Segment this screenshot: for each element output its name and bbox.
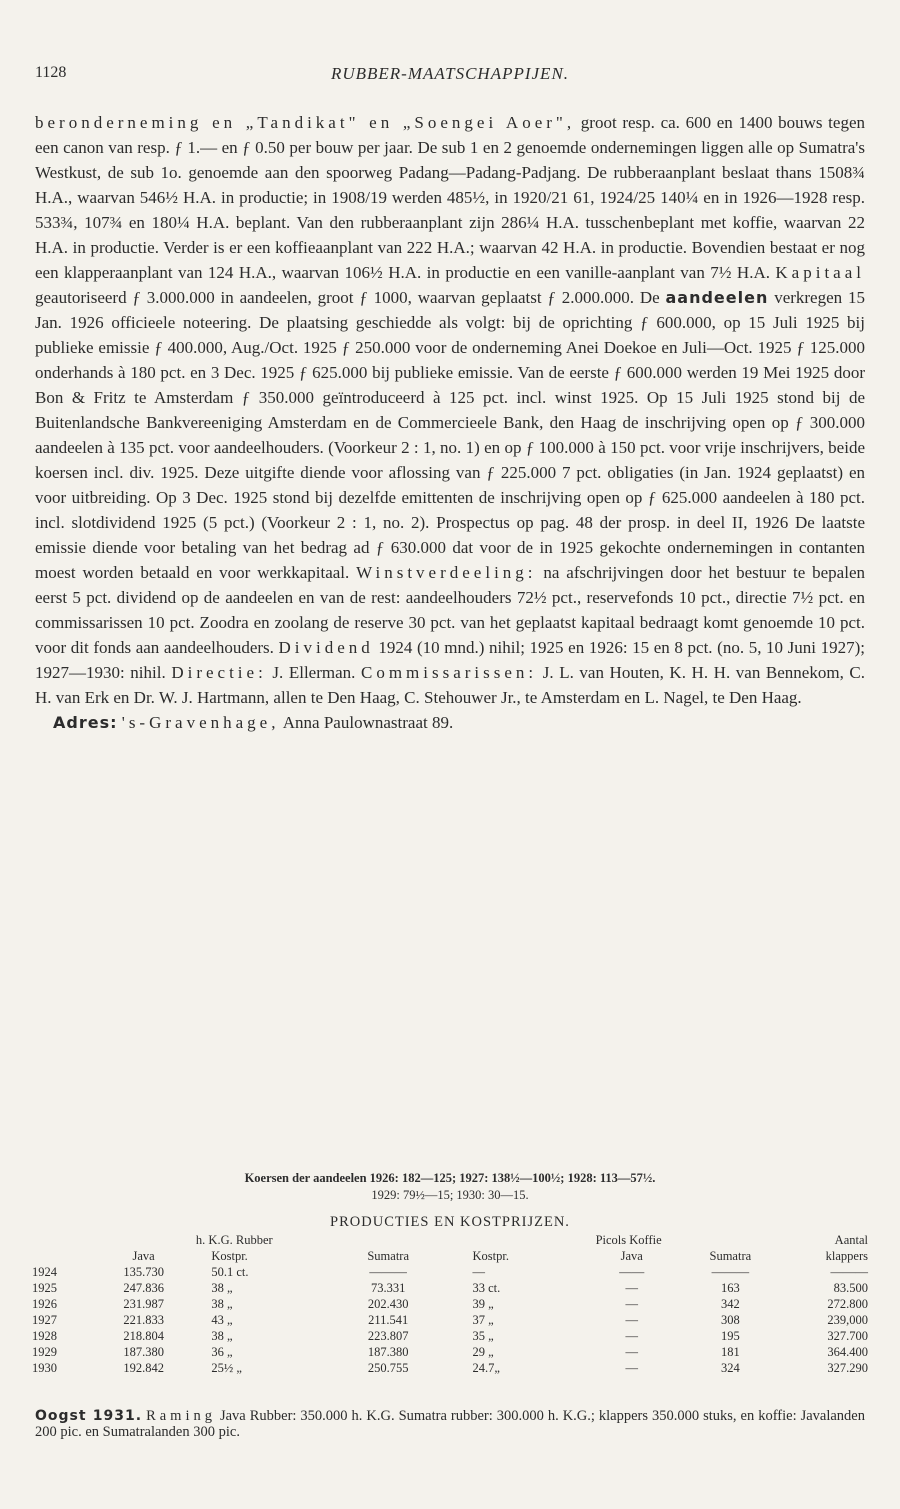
body-segment: na afschrijvingen door het bestuur te bepalen eerst 5 pct. dividend op de aandeelen en van de rest: aandeelhouders 72½ pct., reservefonds 10 pct., directie 7½ pct. en commissarissen 10 pct. Zoodra en zoolang de reserve 30 pct. van het geplaatst kapitaal bedraagt komt genoemde 10 pct. voor dit fonds aan aandeelhouders. xyxy=(35,563,865,657)
address-indent xyxy=(35,713,53,732)
column-header: Java xyxy=(132,1249,155,1263)
address-street: Anna Paulownastraat 89. xyxy=(279,713,454,732)
body-segment: 1924 (10 mnd.) nihil; 1925 en 1926: 15 en 8 pct. (no. 5, 10 Juni 1927); 1927—1930: nihil. xyxy=(35,638,865,682)
group-aantal: Aantal xyxy=(834,1233,868,1247)
column-header: Kostpr. xyxy=(211,1249,248,1263)
body-text xyxy=(35,110,865,735)
table-cell: 187.380 xyxy=(123,1345,164,1359)
table-cell: 39 „ xyxy=(472,1297,494,1311)
table-cell: 1924 xyxy=(32,1265,57,1279)
table-cell: 308 xyxy=(720,1313,740,1327)
table-cell: 181 xyxy=(720,1345,740,1359)
address-city: 's-Gravenhage, xyxy=(121,713,280,732)
page-number: 1128 xyxy=(35,64,67,81)
spaced-text: beronderneming en „Tandikat" en „Soengei Aoer", xyxy=(35,113,576,132)
production-table xyxy=(32,1232,868,1376)
heading-aandeelen: aandeelen xyxy=(665,288,769,307)
table-cell: 24.7„ xyxy=(472,1361,500,1375)
table-cell: 342 xyxy=(720,1297,740,1311)
harvest-text: Java Rubber: 350.000 h. K.G. Sumatra rubber: 300.000 h. K.G.; klappers 350.000 stuks, en koffie: Javalanden 200 pic. en Sumatralanden 300 pic. xyxy=(35,1408,865,1440)
table-cell: 43 „ xyxy=(211,1313,233,1327)
table-cell: 239,000 xyxy=(827,1313,868,1327)
heading-dividend: Dividend xyxy=(278,638,374,657)
table-cell: 221.833 xyxy=(123,1313,164,1327)
table-group-header xyxy=(32,1232,868,1248)
quotes-label: Koersen der aandeelen xyxy=(244,1171,367,1185)
table-cell: 192.842 xyxy=(123,1361,164,1375)
column-header xyxy=(32,1248,84,1264)
group-rubber: h. K.G. Rubber xyxy=(195,1233,273,1247)
table-cell: 247.836 xyxy=(123,1281,164,1295)
table-cell: — xyxy=(625,1313,638,1327)
table-cell: 25½ „ xyxy=(211,1361,242,1375)
quotes-line-1: 1926: 182—125; 1927: 138½—100½; 1928: 113—57½. xyxy=(366,1171,656,1185)
running-title: RUBBER-MAATSCHAPPIJEN. xyxy=(330,64,570,83)
table-cell: 37 „ xyxy=(472,1313,494,1327)
table-row xyxy=(32,1344,868,1360)
quotes-line-2: 1929: 79½—15; 1930: 30—15. xyxy=(371,1188,529,1202)
address-label: Adres: xyxy=(53,713,118,732)
table-row xyxy=(32,1328,868,1344)
table-cell: 250.755 xyxy=(367,1361,409,1375)
share-quotes xyxy=(35,1170,865,1204)
heading-winstverdeeling: Winstverdeeling: xyxy=(356,563,537,582)
table-cell: 195 xyxy=(720,1329,740,1343)
table-cell: 29 „ xyxy=(472,1345,494,1359)
page-header xyxy=(35,64,865,86)
table-cell: — xyxy=(472,1265,485,1279)
table-cell: 50.1 ct. xyxy=(211,1265,249,1279)
table-cell: 187.380 xyxy=(367,1345,409,1359)
table-cell: 231.987 xyxy=(123,1297,164,1311)
body-segment: geautoriseerd ƒ 3.000.000 in aandeelen, groot ƒ 1000, waarvan geplaatst ƒ 2.000.000. De xyxy=(35,288,666,307)
harvest-label: Oogst 1931. xyxy=(35,1408,143,1424)
table-cell: 33 ct. xyxy=(472,1281,501,1295)
heading-directie: Directie: xyxy=(171,663,267,682)
table-cell: 163 xyxy=(720,1281,740,1295)
raming-label: Raming xyxy=(146,1408,216,1424)
table-cell: — xyxy=(625,1281,638,1295)
table-cell: 272.800 xyxy=(827,1297,868,1311)
heading-kapitaal: Kapitaal xyxy=(775,263,865,282)
body-segment: verkregen 15 Jan. 1926 officieele noteering. De plaatsing geschiedde als volgt: bij de oprichting ƒ 600.000, op 15 Juli 1925 bij publieke emissie ƒ 400.000, Aug./Oct. 1925 ƒ 250.000 voor de onderneming Anei Doekoe en Juli—Oct. 1925 ƒ 125.000 onderhands à 180 pct. en 3 Dec. 1925 ƒ 625.000 bij publieke emissie. Van de eerste ƒ 600.000 werden 19 Mei 1925 door Bon & Fritz te Amsterdam ƒ 350.000 geïntroduceerd à 125 pct. incl. winst 1925. Op 15 Juli 1925 stond bij de Buitenlandsche Bankvereeniging Amsterdam en de Commercieele Bank, den Haag de inschrijving open op ƒ 300.000 aandeelen à 135 pct. voor aandeelhouders. (Voorkeur 2 : 1, no. 1) en op ƒ 100.000 à 150 pct. voor vrije inschrijvers, beide koersen incl. div. 1925. Deze uitgifte diende voor aflossing van ƒ 225.000 7 pct. obligaties (in Jan. 1924 geplaatst) en voor uitbreiding. Op 3 Dec. 1925 stond bij dezelfde emittenten de inschrijving open op ƒ 625.000 aandeelen à 180 pct. incl. slotdividend 1925 (5 pct.) (Voorkeur 2 : 1, no. 2). Prospectus op pag. 48 der prosp. in deel II, 1926 De laatste emissie diende voor betaling van het bedrag ad ƒ 630.000 dat voor de in 1925 gekochte ondernemingen in contanten moest worden betaald en voor werkkapitaal. xyxy=(35,288,865,582)
table-cell: ——— xyxy=(369,1265,407,1279)
table-cell: 202.430 xyxy=(367,1297,409,1311)
table-cell: 38 „ xyxy=(211,1329,233,1343)
column-header: Sumatra xyxy=(367,1249,410,1263)
table-cell: 1926 xyxy=(32,1297,57,1311)
table-cell: 223.807 xyxy=(367,1329,409,1343)
table-row xyxy=(32,1264,868,1280)
table-cell: 35 „ xyxy=(472,1329,494,1343)
table-cell: 83.500 xyxy=(833,1281,868,1295)
table-cell: 73.331 xyxy=(370,1281,406,1295)
table-cell: — xyxy=(625,1361,638,1375)
table-cell: ——— xyxy=(830,1265,868,1279)
group-koffie: Picols Koffie xyxy=(595,1233,662,1247)
table-cell: 211.541 xyxy=(368,1313,409,1327)
table-column-header xyxy=(32,1248,868,1264)
table-title: PRODUCTIES EN KOSTPRIJZEN. xyxy=(330,1214,570,1230)
table-cell: — xyxy=(625,1345,638,1359)
table-cell: 1930 xyxy=(32,1361,57,1375)
table-cell: 1927 xyxy=(32,1313,57,1327)
harvest-note xyxy=(35,1408,865,1440)
table-cell: —— xyxy=(619,1265,645,1279)
column-header: klappers xyxy=(825,1249,868,1263)
body-segment: J. L. van Houten, K. H. H. van Bennekom, C. H. van Erk en Dr. W. J. Hartmann, allen te Den Haag, C. Stehouwer Jr., te Amsterdam en L. Nagel, te Den Haag. xyxy=(35,663,865,707)
table-cell: 38 „ xyxy=(211,1297,233,1311)
table-cell: 1925 xyxy=(32,1281,57,1295)
body-segment: J. Ellerman. xyxy=(266,663,361,682)
table-cell: 38 „ xyxy=(211,1281,233,1295)
column-header: Kostpr. xyxy=(472,1249,509,1263)
column-header: Sumatra xyxy=(709,1249,752,1263)
table-cell: 327.290 xyxy=(827,1361,868,1375)
table-cell: 218.804 xyxy=(123,1329,164,1343)
table-cell: — xyxy=(625,1297,638,1311)
table-row xyxy=(32,1360,868,1376)
table-cell: — xyxy=(625,1329,638,1343)
table-cell: 364.400 xyxy=(827,1345,868,1359)
table-row xyxy=(32,1312,868,1328)
column-header: Java xyxy=(620,1249,643,1263)
table-cell: 135.730 xyxy=(123,1265,164,1279)
table-cell: ——— xyxy=(711,1265,750,1279)
table-cell: 327.700 xyxy=(827,1329,868,1343)
table-row xyxy=(32,1280,868,1296)
table-cell: 1928 xyxy=(32,1329,57,1343)
heading-commissarissen: Commissarissen: xyxy=(360,663,538,682)
body-segment: groot resp. ca. 600 en 1400 bouws tegen een canon van resp. ƒ 1.— en ƒ 0.50 per bouw per jaar. De sub 1 en 2 genoemde ondernemingen liggen alle op Sumatra's Westkust, de sub 1o. genoemde aan den spoorweg Padang—Padang-Padjang. De rubberaanplant beslaat thans 1508¾ H.A., waarvan 546½ H.A. in productie; in 1908/19 werden 485½, in 1920/21 61, 1924/25 140¼ en in 1926—1928 resp. 533¾, 107¾ en 180¼ H.A. beplant. Van den rubberaanplant zijn 286¼ H.A. tusschenbeplant met koffie, waarvan 22 H.A. in productie. Verder is er een koffieaanplant van 222 H.A.; waarvan 42 H.A. in productie. Bovendien bestaat er nog een klapperaanplant van 124 H.A., waarvan 106½ H.A. in productie en een vanille-aanplant van 7½ H.A. xyxy=(35,113,865,282)
table-row xyxy=(32,1296,868,1312)
table-cell: 324 xyxy=(720,1361,740,1375)
table-cell: 1929 xyxy=(32,1345,57,1359)
table-cell: 36 „ xyxy=(211,1345,233,1359)
